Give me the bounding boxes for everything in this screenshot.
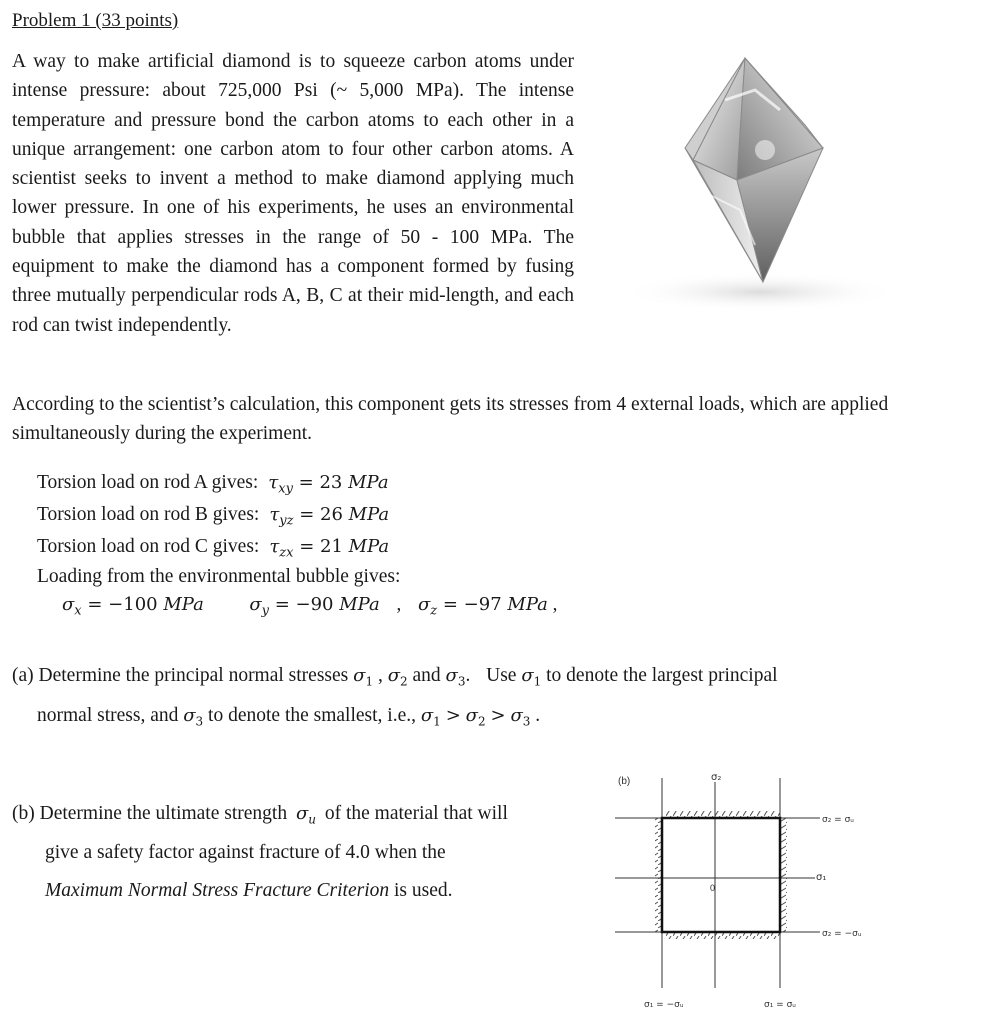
- label-left-line: σ₁ = −σᵤ: [644, 1000, 684, 1010]
- sigma-x: $\sigma_x = -100$ MPa: [62, 594, 204, 619]
- label-bottom-line: σ₂ = −σᵤ: [822, 929, 862, 939]
- question-b-line1: (b) Determine the ultimate strength $\sigma_u$ of the material that will: [12, 803, 508, 827]
- load-rod-b: [37, 504, 389, 529]
- panel-label: (b): [618, 776, 631, 787]
- load-equation: $\tau_{zx} = 21$ MPa: [269, 536, 390, 561]
- diamond-image: [615, 30, 905, 330]
- sigma-y: $\sigma_y = -90$ MPa: [249, 594, 380, 619]
- question-a-line1: (a) Determine the principal normal stresses $\sigma_1$ , $\sigma_2$ and $\sigma_3$. Use $\sigma_1$ to denote the largest principal: [12, 665, 778, 689]
- load-rod-a: [37, 472, 389, 497]
- bubble-label: Loading from the environmental bubble gives:: [37, 566, 401, 587]
- load-label: Torsion load on rod A gives:: [37, 472, 259, 493]
- calc-paragraph: According to the scientist’s calculation, this component gets its stresses from 4 external loads, which are applied simultaneously during the experiment.: [12, 394, 889, 445]
- question-b-line3: Maximum Normal Stress Fracture Criterion is used.: [45, 880, 453, 901]
- intro-paragraph: A way to make artificial diamond is to squeeze carbon atoms under intense pressure: about 725,000 Psi (~ 5,000 MPa). The intense temperature and pressure bond the carbon atoms to each other in a unique arrangement: one carbon atom to four other carbon atoms. A scientist seeks to invent a method to make diamond applying much lower pressure. In one of his experiments, he uses an environmental bubble that applies stresses in the range of 50 - 100 MPa. The equipment to make the diamond has a component formed by fusing three mutually perpendicular rods A, B, C at their mid-length, and each rod can twist independently.: [12, 51, 574, 336]
- load-equation: $\tau_{xy} = 23$ MPa: [268, 472, 389, 497]
- label-top-line: σ₂ = σᵤ: [822, 815, 854, 825]
- fracture-criterion-diagram: [610, 760, 896, 1024]
- origin-label: 0: [710, 883, 716, 893]
- axis-label-sigma2: σ₂: [711, 772, 722, 783]
- load-equation: $\tau_{yz} = 26$ MPa: [269, 504, 390, 529]
- question-b-line2: give a safety factor against fracture of 4.0 when the: [45, 842, 446, 863]
- load-label: Torsion load on rod B gives:: [37, 504, 260, 525]
- safe-region: [662, 818, 780, 932]
- label-right-line: σ₁ = σᵤ: [764, 1000, 796, 1010]
- problem-title: Problem 1 (33 points): [12, 10, 179, 31]
- axis-label-sigma1: σ₁: [816, 872, 827, 883]
- bubble-stresses: $\sigma_x = -100$ MPa $\sigma_y = -90$ MPa , $\sigma_z = -97$ MPa ,: [62, 594, 558, 619]
- question-a-line2: normal stress, and $\sigma_3$ to denote the smallest, i.e., $\sigma_1 > \sigma_2 > \sigma_3$ .: [37, 705, 541, 729]
- load-label: Torsion load on rod C gives:: [37, 536, 260, 557]
- load-rod-c: [37, 536, 389, 561]
- sigma-z: $\sigma_z = -97$ MPa: [417, 594, 548, 619]
